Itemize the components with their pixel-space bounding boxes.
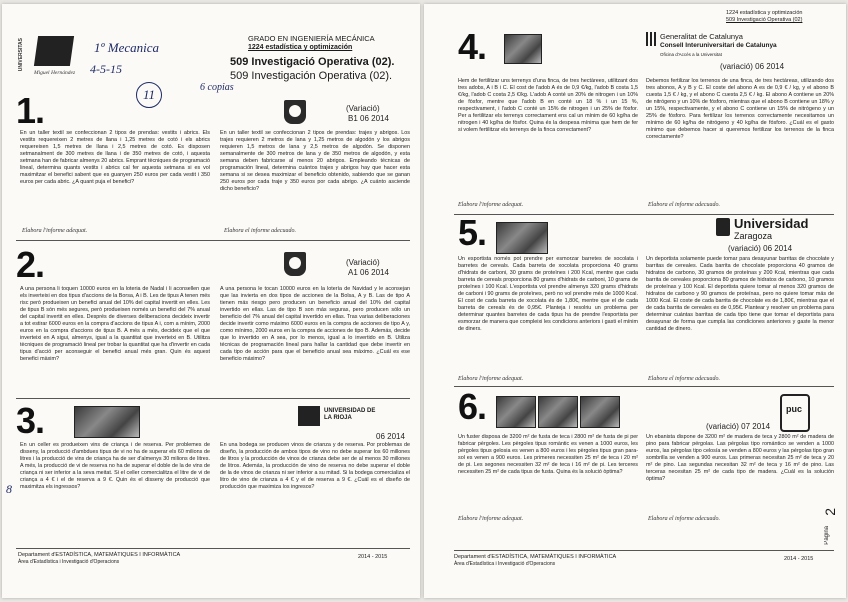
problem-6-variation: (variació) 07 2014 — [706, 422, 771, 431]
problem-3-text-spanish: En una bodega se producen vinos de crianza y de reserva. Por problemas de diseño, la producción de ambos tipos de vino no debe superar los 60 millones de litros y la producción de vinos de crianza debe ser de al menos 30 millones de litros. Además, la producción de vino de reserva no debe superar el doble de la de vinos de crianza ni ser inferior a su mitad. Si la bodega comercializa el litro de vino de crianza a 4 € y el de reserva a 9 €. ¿Cuál es el diseño de producción que maximiza los ingresos? — [220, 442, 410, 490]
left-page — [2, 4, 420, 598]
handwritten-date: 4-5-15 — [90, 62, 122, 76]
problem-6-university: puc — [786, 404, 803, 414]
right-header-title: 509 Investigació Operativa (02) — [726, 17, 803, 23]
problem-4-university-sub: Consell Interuniversitari de Catalunya — [660, 42, 777, 49]
problem-3-university-logo — [298, 406, 320, 426]
logo-name-text: Miguel Hernández — [34, 70, 76, 76]
divider — [454, 386, 834, 387]
footer-area: Àrea d'Estadística i Investigació d'Operacions — [454, 561, 556, 567]
logo-university-text: UNIVERSITAS — [18, 38, 24, 72]
problem-5-university: Universidad — [734, 216, 809, 231]
problem-1-number: 1. — [16, 90, 45, 131]
right-page — [424, 4, 846, 598]
problem-5-report-catalan: Elabora l'informe adequat. — [458, 376, 524, 382]
problem-6-text-catalan: Un fuster disposa de 3200 m² de fusta de teca i 2800 m² de fusta de pi per fabricar pèrgoles. Les pèrgoles tipus romàntic es venen a 1000 euros, les pèrgoles tipus gelosia es venen a 800 euros i les pèrgoles tipus gran para-sol es venen a 900 euros. Les primeres necessiten 25 m² de teca i 20 m² de pi. Les segones necessiten 32 m² de teca i 16 m² de pi. Les terceres necessiten 25 m² de cada tipus de fusta. Quina és la solució òptima? — [458, 434, 638, 475]
problem-5-number: 5. — [458, 212, 487, 253]
problem-6-report-catalan: Elabora l'informe adequat. — [458, 516, 524, 522]
problem-1-code: B1 06 2014 — [348, 114, 389, 123]
problem-5-university-sub: Zaragoza — [734, 231, 773, 241]
problem-6-pergola-image-2 — [538, 396, 578, 428]
problem-2-text-spanish: A una persona le tocan 10000 euros en la lotería de Navidad y le aconsejan que las invierta en dos tipos de acciones de la Bolsa, A y B. Las de tipo A tienen más riesgo pero producen un beneficio anual del 10% del capital invertido en ellas. Las de tipo B son más seguras, pero producen sólo un beneficio del 7% anual del capital invertido en ellas. Tras varias deliberaciones decide invertir como máximo 6000 euros en la compra de acciones de tipo A y, como mínimo, 2000 euros en la compra de acciones de tipo B. Además, decide que lo invertido en A sea, por lo menos, igual a lo invertido en B. Utiliza técnicas de programación lineal para hallar la cantidad que debe invertir en cada tipo de acción para que el beneficio anual sea máximo. ¿Cuál es ese beneficio máximo? — [220, 286, 410, 362]
divider — [454, 214, 834, 215]
problem-3-university-name: UNIVERSIDAD DE LA RIOJA — [324, 408, 376, 421]
handwritten-side-note: 8 — [6, 482, 12, 496]
header-school: GRADO EN INGENIERÍA MECÁNICA — [248, 34, 375, 43]
problem-4-report-spanish: Elabora el informe adecuado. — [648, 202, 720, 208]
handwritten-circled-number: 11 — [136, 82, 162, 108]
problem-5-text-catalan: Un esportista només pot prendre per esmorzar barretes de xocolata i barretes de cereals. Cada barreta de xocolata proporciona 40 grams d'hidrats de carboni, 30 grams de proteïnes i 200 Kcal, mentre que cada barreta de cereals proporciona 80 grams d'hidrats de carboni, 10 grams de proteïnes i 100 Kcal. L'esportista vol prendre almenys 320 grams d'hidrats de carboni i 90 grams de proteïnes, però no vol prendre més de 1000 Kcal. El cost de cada barreta de xocolata és de 1,80€, mentre que el de cada barreta de cereals és de 0,95€. Planteja i resolriu un problema per determinar quantes barretes de cada tipus ha de prendre l'esportista per esmorzar de manera que compleixi les condicions anteriors i gasti el mínim de diners. — [458, 256, 638, 332]
page-number: 2 — [822, 508, 838, 516]
problem-1-variation: (Variació) — [346, 104, 380, 113]
problem-4-field-image — [504, 34, 542, 64]
problem-5-variation: (variació) 06 2014 — [728, 244, 793, 253]
problem-4-university-sub2: Oficina d'Accés a la Universitat — [660, 52, 722, 57]
divider — [16, 240, 410, 241]
problem-3-code: 06 2014 — [376, 432, 405, 441]
problem-1-report-spanish: Elabora el informe adecuado. — [224, 228, 296, 234]
problem-5-logo — [716, 218, 730, 236]
problem-6-number: 6. — [458, 386, 487, 427]
problem-2-code: A1 06 2014 — [348, 268, 389, 277]
page-label: Página — [824, 526, 830, 545]
problem-2-number: 2. — [16, 244, 45, 285]
logo-mark — [34, 36, 74, 66]
problem-4-variation: (variació) 06 2014 — [720, 62, 785, 71]
problem-6-text-spanish: Un ebanista dispone de 3200 m² de madera de teca y 2800 m² de madera de pino para fabricar pérgolas. Las pérgolas tipo romántico se venden a 1000 euros, las pérgolas tipo celosía se venden a 800 euros y las pérgolas tipo gran sombrilla se venden a 900 euros. Las primeras necesitan 25 m² de teca y 20 m² de pino. Las segundas necesitan 32 m² de teca y 16 m² de pino. Las terceras necesitan 25 m² de cada tipo de madera. ¿Cuál es la solución óptima? — [646, 434, 834, 482]
problem-4-text-catalan: Hem de fertilitzar uns terrenys d'una finca, de tres hectàrees, utilitzant dos tres adobs, A i B i C. El cost de l'adob A és de 0,9 €/kg, l'adob B costa 1,5 €/kg, l'adob C costa 2,5 €/kg. L'adob A conté un 20% de nitrogen i un 10% de fòsfor, mentre que l'adob B en conté un 18 % i un 15 %, respectivament, i l'adob C conté un 15% de nitrogen i un 25% de fòsfor. Per a fertilitzar els terrenys correctament ens cal un mínim de 60 kg/ha de nitrogen i 40 kg/ha de fòsfor. Quina és la despesa mínima que hem de fer si volem fertilitzar els terrenys de la finca correctament? — [458, 78, 638, 133]
handwritten-copies: 6 copias — [200, 82, 234, 93]
problem-5-snack-image — [496, 222, 548, 254]
problem-4-university: Generalitat de Catalunya — [660, 32, 743, 41]
problem-3-vineyard-image — [74, 406, 140, 438]
footer-divider — [454, 550, 834, 551]
problem-1-text-catalan: En un taller textil se confeccionan 2 tipos de prendas: vestits i abrics. Els vestits requereixen 2 metres de llana i 1,25 metres de cotó i els abrics requereixen 1,5 metres de llana i 2,5 metres de cotó. Es disposen setmanalment de 300 metres de llana i de 350 metres de cotó, i aquesta setmana han de fabricar almenys 20 abrics. Emprant tècniques de programació lineal, determina quants vestits i abrics cal fer aquesta setmana si es vol maximitzar el benefici sabent que es guanyen 250 euros per cada vestit i 350 euros per cada abric. ¿A quant puja el benefici? — [20, 130, 210, 185]
footer-area: Àrea d'Estadística i Investigació d'Operacions — [18, 559, 120, 565]
divider — [16, 398, 410, 399]
handwritten-group: 1º Mecanica — [94, 40, 160, 55]
problem-4-number: 4. — [458, 26, 487, 67]
problem-2-crest-icon — [284, 252, 306, 276]
problem-1-report-catalan: Elabora l'informe adequat. — [22, 228, 88, 234]
problem-4-text-spanish: Debemos fertilizar los terrenos de una finca, de tres hectáreas, utilizando dos tres abonos, A y B y C. El coste del abono A es de 0,9 € / kg, y el abono B cuesta 1,5 € / kg, y el abono C cuesta 2,5 € / kg. El abono A contiene un 20% de nitrógeno y un 10% de fósforo, mientras que el abono B contiene un 18% y un 15%, respectivamente, y el abono C contiene un 15% de nitrógeno y un 25% de fósforo. Para fertilizar los terrenos correctamente necesitamos un mínimo de 60 kg/ha de nitrógeno y 40 kg/ha de fósforo. ¿Cuál es el gasto mínimo que debemos hacer si queremos fertilizar los terrenos de la finca correctamente? — [646, 78, 834, 140]
problem-1-text-spanish: En un taller textil se confeccionan 2 tipos de prendas: trajes y abrigos. Los trajes requieren 2 metros de lana y 1,25 metros de algodón y los abrigos requieren 1,5 metros de lana y 2,5 metros de algodón. Se disponen semanalmente de 300 metros de lana y de 350 metros de algodón, y esta semana deben fabricarse al menos 20 abrigos. Empleando técnicas de programación lineal, determina cuántos trajes y abrigos hay que hacer esta semana si se desea maximizar el beneficio obtenido, sabiendo que se ganan 250 euros por cada traje y 350 euros por cada abrigo. ¿A cuánto asciende dicho beneficio? — [220, 130, 410, 192]
university-logo — [18, 34, 76, 86]
right-header-course: 1224 estadística y optimización — [726, 10, 803, 16]
problem-5-report-spanish: Elabora el informe adecuado. — [648, 376, 720, 382]
problem-6-pergola-image-1 — [496, 396, 536, 428]
problem-6-report-spanish: Elabora el informe adecuado. — [648, 516, 720, 522]
problem-4-logo — [646, 32, 656, 46]
problem-5-text-spanish: Un deportista solamente puede tomar para desayunar barritas de chocolate y barritas de cereales. Cada barrita de chocolate proporciona 40 gramos de hidratos de carbono, 30 gramos de proteínas y 200 Kcal, mientras que cada barrita de cereales proporciona 80 gramos de hidratos de carbono, 10 gramos de proteínas y 100 Kcal. El deportista quiere tomar al menos 320 gramos de hidratos de carbono y 90 gramos de proteínas, pero no quiere tomar más de 1000 Kcal. El coste de cada barrita de chocolate es de 1,80€, mientras que el de cada barrita de cereales es de 0,95€. Plantear y resolver un problema para determinar cuántas barritas de cada tipo tiene que tomar el deportista para desayunar de forma que cumpla las condiciones anteriores y gaste la menor cantidad de dinero. — [646, 256, 834, 332]
header-title-sub: 509 Investigación Operativa (02). — [230, 70, 393, 82]
problem-4-report-catalan: Elabora l'informe adequat. — [458, 202, 524, 208]
footer-dept: Departament d'ESTADÍSTICA, MATEMÀTIQUES I INFORMÀTICA — [18, 552, 181, 558]
footer-divider — [16, 548, 410, 549]
problem-2-variation: (Variació) — [346, 258, 380, 267]
header-title-main: 509 Investigació Operativa (02). — [230, 56, 395, 68]
footer-year: 2014 - 2015 — [358, 554, 388, 560]
problem-6-pergola-image-3 — [580, 396, 620, 428]
problem-3-number: 3. — [16, 400, 45, 441]
problem-2-text-catalan: A una persona li toquen 10000 euros en la loteria de Nadal i li aconsellen que els inverteixi en dos tipus d'accions de la Borsa, A i B. Les de tipus A tenen més risc però produeixen un benefici anual del 10% del capital invertit en elles. Les de tipus B són més segures, però produeixen només un benefici del 7% anual del capital invertit en elles. Després de diverses deliberacions decideix invertir a tot estirar 6000 euros en la compra d'accions de tipus A i, com a mínim, 2000 euros en la compra d'accions de tipus B. A més a més, decideix que el que inverteixi en A sigui, almenys, igual a la quantitat que inverteixi en B. Utilitza tècniques de programació lineal per trobar la quantitat que ha d'invertir en cada tipus d'acció per aconseguir el benefici anual més gran. Quin és aquest benefici màxim? — [20, 286, 210, 362]
footer-dept: Departament d'ESTADÍSTICA, MATEMÀTIQUES I INFORMÀTICA — [454, 554, 617, 560]
problem-1-crest-icon — [284, 100, 306, 124]
header-course: 1224 estadística y optimización — [248, 44, 353, 51]
problem-3-text-catalan: En un celler es produeixen vins de criança i de reserva. Per problemes de disseny, la producció d'ambdues tipus de vi no ha de superar els 60 milions de litres i la producció de vins de criança ha de ser d'almenys 30 milions de litres. A més, la producció de vi de reserva no ha de superar el doble de la de vins de criança ni ser inferior a la seva meitat. Si el celler comercialitza el litre de vi de criança a 4 € i el de reserva a 9 €. Quin és el disseny de producció que maximitza els ingressos? — [20, 442, 210, 490]
footer-year: 2014 - 2015 — [784, 556, 814, 562]
